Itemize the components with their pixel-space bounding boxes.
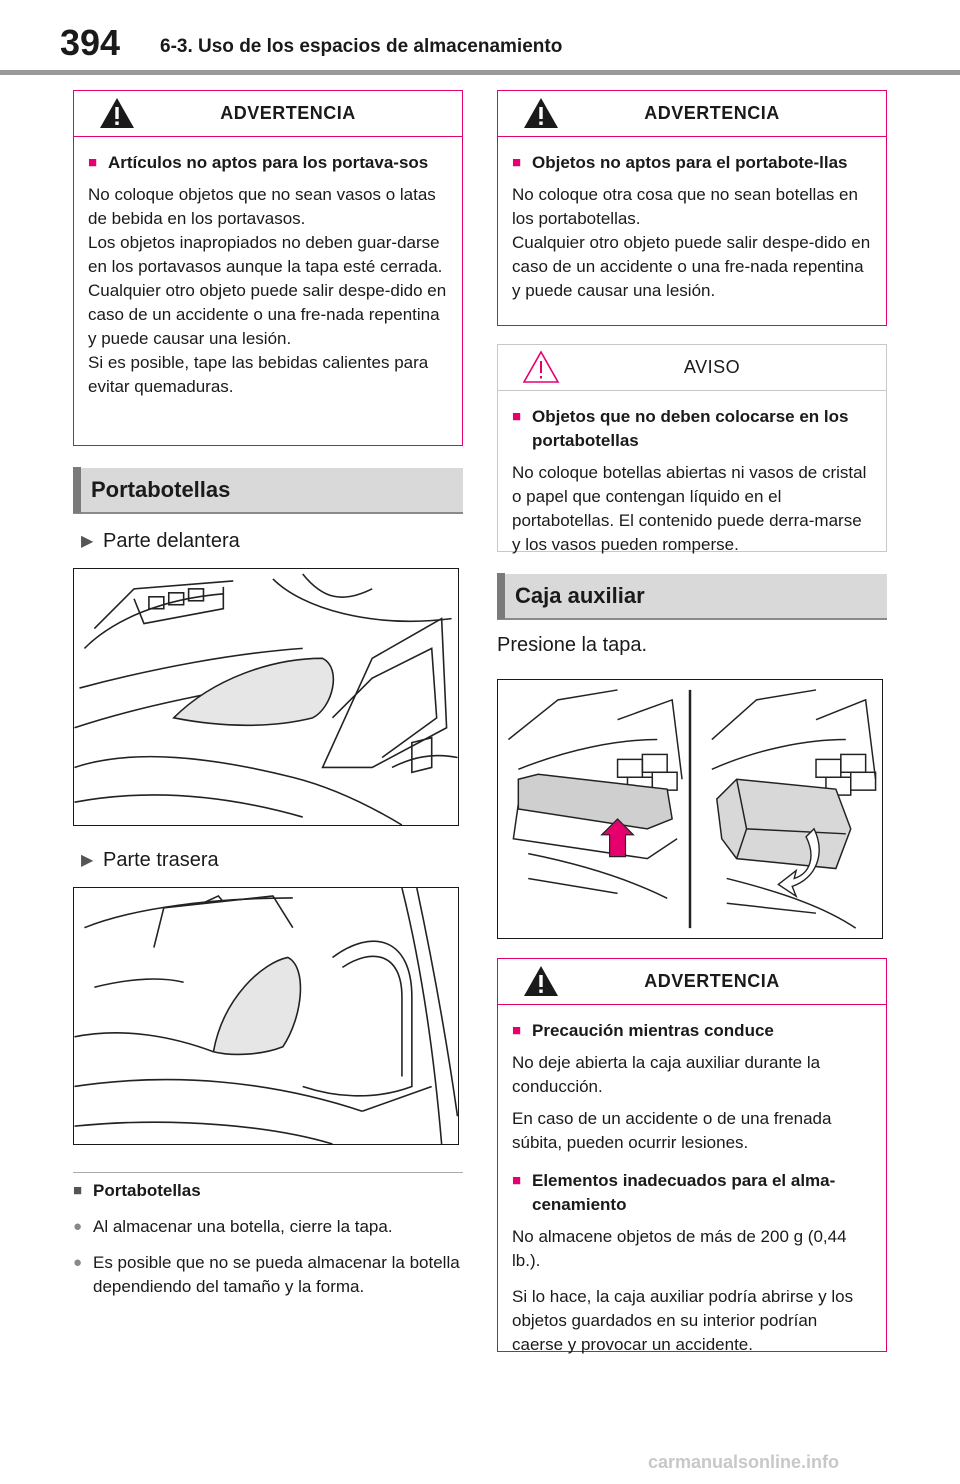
auxiliary-box-illustration bbox=[497, 679, 883, 939]
section-title: 6-3. Uso de los espacios de almacenamiento bbox=[160, 36, 563, 57]
header-rule bbox=[0, 70, 960, 75]
warning-header bbox=[498, 91, 886, 137]
page-header bbox=[0, 0, 960, 78]
square-bullet-icon: ■ bbox=[512, 1172, 522, 1189]
section-header-portabotellas bbox=[73, 468, 463, 514]
warning-body bbox=[498, 137, 886, 317]
caution-triangle-icon bbox=[522, 350, 560, 384]
note-bullet: ● Es posible que no se pueda almacenar la botella dependiendo del tamaño y la forma. bbox=[73, 1251, 463, 1299]
notice-header bbox=[498, 345, 886, 391]
notice-text: No coloque botellas abiertas ni vasos de cristal o papel que contengan líquido en el portabotellas. El contenido puede derra-marse y los vasos pueden romperse. bbox=[512, 463, 867, 554]
section-bar bbox=[73, 467, 81, 513]
rear-bottle-holder-illustration bbox=[73, 887, 459, 1145]
section-bar bbox=[497, 573, 505, 619]
square-bullet-icon: ■ bbox=[512, 1022, 522, 1039]
triangle-right-icon: ▶ bbox=[81, 852, 94, 869]
section-title-portabotellas: Portabotellas bbox=[91, 477, 231, 502]
label-front: ▶ Parte delantera bbox=[81, 529, 240, 552]
warning-label: ADVERTENCIA bbox=[644, 103, 780, 123]
notice-subtitle: ■ Objetos que no deben colocarse en los portabotellas bbox=[512, 405, 872, 453]
page-number: 394 bbox=[60, 22, 121, 63]
square-bullet-icon: ■ bbox=[73, 1182, 83, 1199]
warning-text: En caso de un accidente o de una frenada súbita, pueden ocurrir lesiones. bbox=[512, 1109, 832, 1152]
section-header-caja-auxiliar bbox=[497, 574, 887, 620]
notice-label: AVISO bbox=[683, 357, 741, 377]
triangle-right-icon: ▶ bbox=[81, 533, 94, 550]
section-title-caja-auxiliar: Caja auxiliar bbox=[515, 583, 645, 608]
note-portabotellas bbox=[73, 1172, 463, 1299]
square-bullet-icon: ■ bbox=[512, 408, 522, 425]
warning-body bbox=[74, 137, 462, 413]
warning-subtitle: ■ Objetos no aptos para el portabote-llas bbox=[512, 151, 872, 175]
warning-box-cupholders bbox=[73, 90, 463, 446]
front-bottle-holder-illustration bbox=[73, 568, 459, 826]
notice-box bbox=[497, 344, 887, 552]
note-title: ■ Portabotellas bbox=[73, 1179, 463, 1203]
warning-triangle-icon bbox=[522, 96, 560, 130]
warning-subtitle: ■ Precaución mientras conduce bbox=[512, 1019, 872, 1043]
warning-body bbox=[498, 1005, 886, 1371]
warning-header bbox=[498, 959, 886, 1005]
circle-bullet-icon: ● bbox=[73, 1218, 83, 1235]
notice-body bbox=[498, 391, 886, 571]
square-bullet-icon: ■ bbox=[88, 154, 98, 171]
warning-text: No coloque otra cosa que no sean botellas en los portabotellas. Cualquier otro objeto puede salir despe-dido en caso de un accidente o una fre-nada repentina y puede causar una lesión. bbox=[512, 185, 871, 300]
warning-subtitle: ■ Artículos no aptos para los portava-sos bbox=[88, 151, 448, 175]
warning-text: No coloque objetos que no sean vasos o latas de bebida en los portavasos. Los objetos inapropiados no deben guar-darse en los portavasos aunque la tapa esté cerrada. Cualquier otro objeto puede salir despe-dido en caso de un accidente o una fre-nada repentina y puede causar una lesión. Si es posible, tape las bebidas calientes para evitar quemaduras. bbox=[88, 185, 447, 396]
warning-label: ADVERTENCIA bbox=[644, 971, 780, 991]
note-bullet: ● Al almacenar una botella, cierre la tapa. bbox=[73, 1215, 463, 1239]
right-column bbox=[497, 90, 887, 1374]
instruction-text: Presione la tapa. bbox=[497, 634, 648, 656]
warning-header bbox=[74, 91, 462, 137]
warning-subtitle: ■ Elementos inadecuados para el alma-cenamiento bbox=[512, 1169, 872, 1217]
square-bullet-icon: ■ bbox=[512, 154, 522, 171]
warning-text: No deje abierta la caja auxiliar durante la conducción. bbox=[512, 1053, 821, 1096]
warning-triangle-icon bbox=[522, 964, 560, 998]
warning-label: ADVERTENCIA bbox=[220, 103, 356, 123]
left-column bbox=[73, 90, 463, 1299]
circle-bullet-icon: ● bbox=[73, 1254, 83, 1271]
label-rear: ▶ Parte trasera bbox=[81, 848, 219, 871]
warning-triangle-icon bbox=[98, 96, 136, 130]
warning-text: No almacene objetos de más de 200 g (0,44 lb.). bbox=[512, 1227, 847, 1270]
warning-box-bottle-holders bbox=[497, 90, 887, 326]
warning-box-auxiliary bbox=[497, 958, 887, 1352]
warning-text: Si lo hace, la caja auxiliar podría abrirse y los objetos guardados en su interior podrían caerse y provocar un accidente. bbox=[512, 1287, 854, 1354]
watermark-text: carmanualsonline.info bbox=[648, 1452, 840, 1472]
